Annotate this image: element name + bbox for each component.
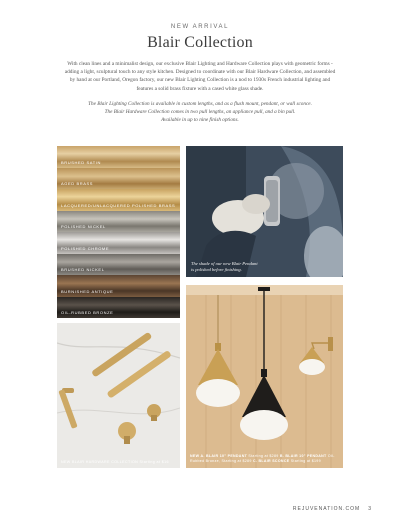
polishing-photo xyxy=(186,146,343,277)
swatch-brushed-nickel xyxy=(57,254,180,276)
swatch-polished-nickel xyxy=(57,211,180,233)
swatch-label: POLISHED NICKEL xyxy=(61,224,106,229)
page-footer xyxy=(0,506,372,512)
swatch-label: LACQUERED/UNLACQUERED POLISHED BRASS xyxy=(61,202,176,208)
note-line: The Blair Hardware Collection comes in two pull lengths, an appliance pull, and a bin pull. xyxy=(104,108,296,115)
caption-line: is polished before finishing. xyxy=(191,267,242,272)
caption-detail-c: Starting at $199 xyxy=(290,459,321,463)
caption-item-c: C. BLAIR SCONCE xyxy=(252,459,290,463)
caption-detail-b: Oil-Rubbed Bronze, Starting at $289 xyxy=(190,454,335,463)
note-line: The Blair Lighting Collection is available in custom lengths, and as a flush mount, pendant, or wall sconce. xyxy=(88,101,312,107)
caption-item-b: B. BLAIR 10" PENDANT xyxy=(279,454,327,458)
pendants-caption xyxy=(190,454,340,464)
footer-site-link[interactable]: REJUVENATION.COM xyxy=(292,506,361,512)
swatch-polished-brass xyxy=(57,189,180,211)
swatch-burnished-antique xyxy=(57,275,180,297)
page-number: 3 xyxy=(368,506,372,512)
page-title: Blair Collection xyxy=(147,34,253,51)
collection-note xyxy=(62,101,338,124)
caption-line: The shade of our new Blair Pendant xyxy=(191,261,258,266)
swatch-label: BURNISHED ANTIQUE xyxy=(61,288,114,294)
swatch-polished-chrome xyxy=(57,232,180,254)
pendants-illustration xyxy=(186,285,343,468)
caption-item-a: NEW A. BLAIR 10" PENDANT xyxy=(190,454,248,458)
caption-detail-a: Starting at $289 xyxy=(248,454,279,458)
polishing-caption xyxy=(191,261,258,273)
swatch-label: POLISHED CHROME xyxy=(61,245,110,251)
eyebrow: NEW ARRIVAL xyxy=(170,24,230,30)
intro-paragraph: With clean lines and a minimalist design, our exclusive Blair Lighting and Hardware Collection plays with geometric forms - adding a light, sculptural touch to any style kitchen. Designed to coordinate with our Blair Hardware Collection, and assembled by hand at our Portland, Oregon factory, our new Blair Lighting Collection is a nod to 1930s French industrial lighting and features a solid brass fixture with a cased white glass shade. xyxy=(64,61,336,92)
hardware-illustration xyxy=(57,323,180,468)
finish-swatches xyxy=(57,146,180,318)
hardware-photo xyxy=(57,323,180,468)
pendants-photo xyxy=(186,285,343,468)
swatch-label: BRUSHED NICKEL xyxy=(61,267,105,272)
swatch-label: OIL-RUBBED BRONZE xyxy=(61,310,114,315)
note-line: Available in up to nine finish options. xyxy=(161,116,239,123)
swatch-oil-rubbed-bronze xyxy=(57,297,180,319)
hardware-caption: NEW BLAIR HARDWARE COLLECTION Starting at $16 xyxy=(61,460,169,464)
swatch-label: BRUSHED SATIN xyxy=(61,159,101,165)
swatch-brushed-satin xyxy=(57,146,180,168)
swatch-aged-brass xyxy=(57,168,180,190)
swatch-label: AGED BRASS xyxy=(61,181,94,186)
polishing-illustration xyxy=(186,146,343,277)
